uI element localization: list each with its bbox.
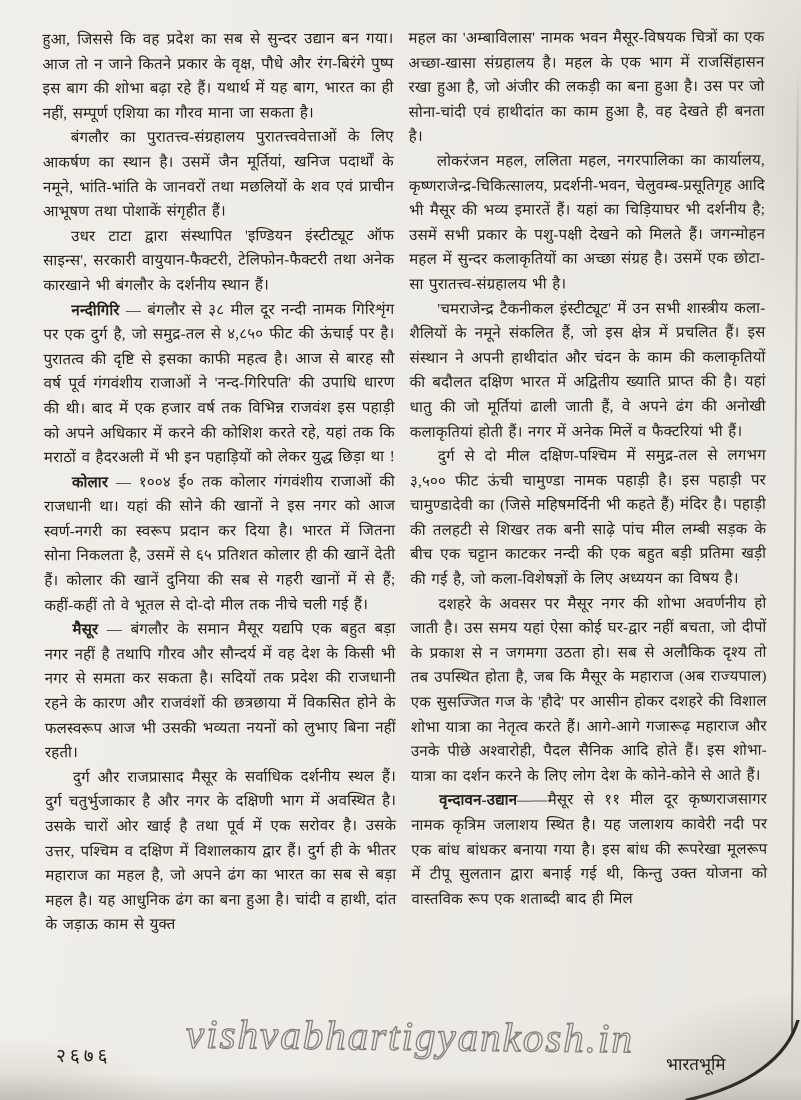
paragraph: कोलार — १००४ ई० तक कोलार गंगवंशीय राजाओं की राजधानी था। यहां की सोने की खानों ने इस नगर को आज स्वर्ण-नगरी का स्वरूप प्रदान कर दिया है। भारत में जितना सोना निकलता है, उसमें से ६५ प्रतिशत कोलार ही की खानें देती हैं। कोलार की खानें दुनिया की सब से गहरी खानों में से हैं; कहीं-कहीं तो वे भूतल से दो-दो मील तक नीचे चली गई हैं। (44, 473, 396, 614)
paragraph: हुआ, जिससे कि वह प्रदेश का सब से सुन्दर उद्यान बन गया। आज तो न जाने कितने प्रकार के वृक्ष, पौधे और रंग-बिरंगे पुष्प इस बाग की शोभा बढ़ा रहे हैं। यथार्थ में यह बाग, भारत का ही नहीं, सम्पूर्ण एशिया का गौरव माना जा सकता है। (42, 31, 394, 123)
entry-heading: वृन्दावन-उद्यान (439, 793, 518, 810)
two-column-text-block (42, 26, 767, 938)
entry-heading: मैसूर (72, 622, 99, 639)
paragraph: वृन्दावन-उद्यान——मैसूर से ११ मील दूर कृष्णराजसागर नामक कृत्रिम जलाशय स्थित है। यह जलाशय कावेरी नदी पर एक बांध बांधकर बनाया गया है। इस बांध की रूपरेखा मूलरूप में टीपू सुलतान द्वारा बनाई गई थी, किन्तु उक्त योजना को वास्तविक रूप एक शताब्दी बाद ही मिल (411, 792, 768, 908)
paragraph: 'चमराजेन्द्र टैकनीकल इंस्टीट्यूट' में उन सभी शास्त्रीय कला-शैलियों के नमूने संकलित हैं, जो इस क्षेत्र में प्रचलित हैं। इस संस्थान ने अपनी हाथीदांत और चंदन के काम की कलाकृतियों की बदौलत दक्षिण भारत में अद्वितीय ख्याति प्राप्त की है। यहां धातु की जो मूर्तियां ढाली जाती हैं, वे अपने ढंग की अनोखी कलाकृतियां होती हैं। नगर में अनेक मिलें व फैक्टरियां भी हैं। (409, 300, 766, 441)
bottom-scan-shadow (0, 1074, 801, 1100)
paragraph: मैसूर — बंगलौर के समान मैसूर यद्यपि एक बहुत बड़ा नगर नहीं है तथापि गौरव और सौन्दर्य में वह देश के किसी भी नगर से समता कर सकता है। सदियों तक प्रदेश की राजधानी रहने के कारण और राजवंशों की छत्रछाया में विकसित होने के फलस्वरूप आज भी उसकी भव्यता नयनों को लुभाए बिना नहीं रहती। (44, 621, 396, 762)
page-edge-shadow (791, 70, 799, 1035)
page-number: २६७६ (56, 1046, 112, 1067)
entry-heading: नन्दीगिरि (71, 302, 120, 319)
footer-book-title: भारतभूमि (666, 1055, 726, 1074)
paragraph: लोकरंजन महल, ललिता महल, नगरपालिका का कार्यालय, कृष्णराजेन्द्र-चिकित्सालय, प्रदर्शनी-भवन, चेलुवम्ब-प्रसूतिगृह आदि भी मैसूर की भव्य इमारतें हैं। यहां का चिड़ियाघर भी दर्शनीय है; उसमें सभी प्रकार के पशु-पक्षी देखने को मिलते हैं। जगन्मोहन महल में सुन्दर कलाकृतियों का अच्छा संग्रह है। उसमें एक छोटा-सा पुरातत्त्व-संग्रहालय भी है। (408, 152, 766, 293)
paragraph: उधर टाटा द्वारा संस्थापित 'इण्डियन इंस्टीट्यूट ऑफ साइन्स', सरकारी वायुयान-फैक्टरी, टेलिफोन-फैक्टरी तथा अनेक कारखाने भी बंगलौर के दर्शनीय स्थान हैं। (43, 227, 395, 295)
entry-heading: कोलार (71, 474, 109, 491)
left-column (42, 27, 396, 938)
paragraph: नन्दीगिरि — बंगलौर से ३८ मील दूर नन्दी नामक गिरिशृंग पर एक दुर्ग है, जो समुद्र-तल से ४,८५० फीट की ऊंचाई पर है। पुरातत्व की दृष्टि से इसका काफी महत्व है। आज से बारह सौ वर्ष पूर्व गंगवंशीय राजाओं ने 'नन्द-गिरिपति' की उपाधि धारण की थी। बाद में एक हजार वर्ष तक विभिन्न राजवंश इस पहाड़ी को अपने अधिकार में करने की कोशिश करते रहे, यहां तक कि मराठों व हैदरअली में भी इन पहाड़ियों को लेकर युद्ध छिड़ा था ! (43, 301, 395, 467)
paragraph: दुर्ग और राजप्रासाद मैसूर के सर्वाधिक दर्शनीय स्थल हैं। दुर्ग चतुर्भुजाकार है और नगर के दक्षिणी भाग में अवस्थित है। उसके चारों ओर खाई है तथा पूर्व में एक सरोवर है। उसके उत्तर, पश्चिम व दक्षिण में विशालकाय द्वार हैं। दुर्ग ही के भीतर महाराज का महल है, जो अपने ढंग का भारत का सब से बड़ा महल है। यह आधुनिक ढंग का बना हुआ है। चांदी व हाथी, दांत के जड़ाऊ काम से युक्त (45, 768, 397, 934)
paragraph: बंगलौर का पुरातत्त्व-संग्रहालय पुरातत्त्ववेत्ताओं के लिए आकर्षण का स्थान है। उसमें जैन मूर्तियां, खनिज पदार्थों के नमूने, भांति-भांति के जानवरों तथा मछलियों के शव एवं प्राचीन आभूषण तथा पोशाकें संगृहीत हैं। (42, 129, 394, 221)
paragraph: दुर्ग से दो मील दक्षिण-पश्चिम में समुद्र-तल से लगभग ३,५०० फीट ऊंची चामुण्डा नामक पहाड़ी है। इस पहाड़ी पर चामुण्डादेवी का (जिसे महिषमर्दिनी भी कहते हैं) मंदिर है। पहाड़ी की तलहटी से शिखर तक बनी साढ़े पांच मील लम्बी सड़क के बीच एक चट्टान काटकर नन्दी की एक बहुत बड़ी प्रतिमा खड़ी की गई है, जो कला-विशेषज्ञों के लिए अध्ययन का विषय है। (409, 447, 767, 589)
watermark-text: vishvabhartigyankosh.in (185, 1010, 635, 1062)
paragraph: महल का 'अम्बाविलास' नामक भवन मैसूर-विषयक चित्रों का एक अच्छा-खासा संग्रहालय है। महल के एक भाग में राजसिंहासन रखा हुआ है, जो अंजीर की लकड़ी का बना हुआ है। उस पर जो सोना-चांदी एवं हाथीदांत का काम हुआ है, वह देखते ही बनता है। (408, 29, 765, 146)
paragraph: दशहरे के अवसर पर मैसूर नगर की शोभा अवर्णनीय हो जाती है। उस समय यहां ऐसा कोई घर-द्वार नहीं बचता, जो दीपों के प्रकाश से न जगमगा उठता हो। सब से अलौकिक दृश्य तो तब उपस्थित होता है, जब कि मैसूर के महाराज (अब राज्यपाल) एक सुसज्जित गज के 'हौदे' पर आसीन होकर दशहरे की विशाल शोभा यात्रा का नेतृत्व करते हैं। आगे-आगे गजारूढ़ महाराज और उनके पीछे अश्वारोही, पैदल सैनिक आदि होते हैं। इस शोभा-यात्रा का दर्शन करने के लिए लोग देश के कोने-कोने से आते हैं। (410, 595, 767, 785)
right-column (408, 26, 767, 937)
